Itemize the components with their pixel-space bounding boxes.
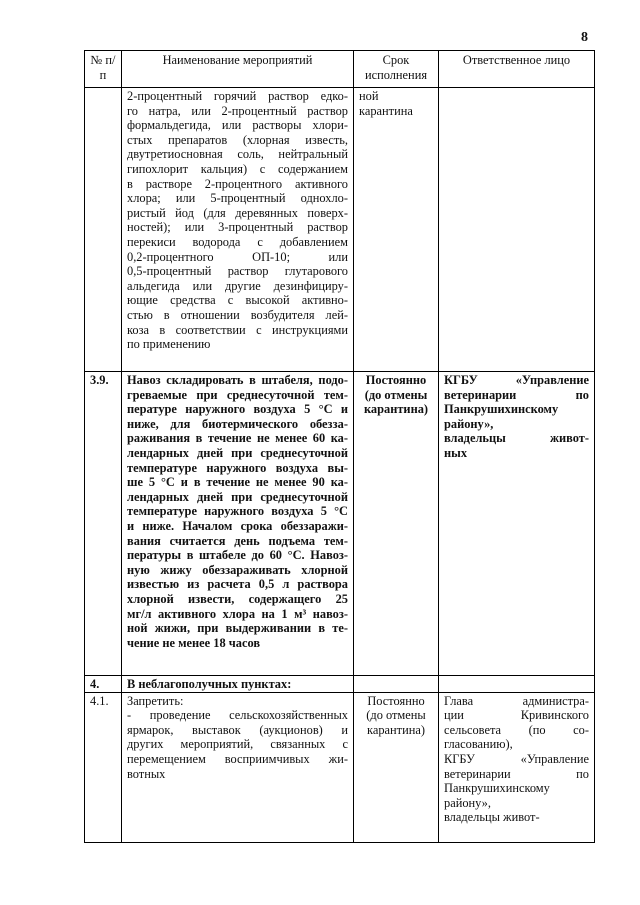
measure-name-line: вотных [127,766,166,781]
table-row [85,88,595,372]
measure-responsible-line: гласованию), [444,737,513,752]
measure-name-line: мг/л активного хлора на 1 м³ навоз- [127,606,348,621]
header-responsible: Ответственное лицо [439,51,595,88]
table-row [85,692,595,842]
measure-name-line: по применению [127,337,211,352]
measure-responsible-line: сельсовета (по со- [444,722,589,737]
measure-name-line: ярмарок, выставок (аукционов) и [127,722,348,737]
table-row [85,372,595,676]
measure-term-line: Постоянно [365,373,427,387]
measure-name-line: температуре наружного воздуха вы- [127,460,348,475]
measure-name-line: хлорной извести, содержащего 25 [127,591,348,606]
measure-name-line: 2-процентный горячий раствор едко- [127,89,348,103]
measure-name-line: греваемые при среднесуточной тем- [127,387,348,402]
measure-responsible [439,676,595,693]
measure-name-line: Запретить: [127,693,184,708]
measure-term-line: ной карантина [359,89,413,118]
measure-responsible-line: району», [444,416,494,431]
measure-responsible-line: КГБУ «Управление [444,373,589,387]
measure-name-line: стых препаратов (хлорная известь, [127,132,348,147]
measure-name-line: - проведение сельскохозяйственных [127,708,348,723]
measure-name-line: перемещением восприимчивых жи- [127,751,348,766]
measure-name [122,676,354,693]
measure-responsible-line: району», [444,795,491,810]
measure-name-line: и ниже. Началом срока обеззаражи- [127,518,348,533]
measure-name-line: Навоз складировать в штабеля, подо- [127,373,348,387]
measure-name-line: хлора; или 5-процентный однохло- [127,191,348,206]
measure-name-line: В неблагополучных пунктах: [127,677,292,691]
measure-term [354,88,439,372]
row-number: 3.9. [85,372,122,676]
row-number [85,88,122,372]
measure-responsible-line: Глава администра- [444,693,589,708]
measure-responsible-line: владельцы живот- [444,431,589,446]
measure-name-line: в растворе 2-процентного активного [127,176,348,191]
header-num: № п/п [85,51,122,88]
header-name: Наименование мероприятий [122,51,354,88]
measure-name-line: гипохлорит кальция) с содержанием [127,161,348,176]
measure-responsible-line: ции Кривинского [444,708,589,723]
measure-responsible-line: ветеринарии по [444,387,589,402]
row-number: 4. [85,676,122,693]
measure-name-line: других мероприятий, связанных с [127,737,348,752]
measure-term [354,372,439,676]
measure-responsible [439,372,595,676]
measure-term-line: карантина) [367,722,425,737]
measures-table [84,50,595,843]
measure-name-line: раживания в течение не менее 60 ка- [127,431,348,446]
measure-responsible-line: ных [444,445,468,460]
measure-name-line: двутретиосновная соль, нейтральный [127,147,348,162]
measure-responsible-line: владельцы живот- [444,810,540,825]
measure-responsible-line: ветеринарии по [444,766,589,781]
measure-name-line: температуре наружного воздуха 5 °С [127,504,348,519]
measure-name-line: 0,5-процентный раствор глутарового [127,264,348,279]
row-number: 4.1. [85,692,122,842]
measure-name-line: ностей); или 3-процентный раствор [127,220,348,235]
measure-responsible [439,692,595,842]
table-row [85,676,595,693]
measure-name [122,88,354,372]
measure-term-line: Постоянно [367,693,425,708]
measure-responsible-line: КГБУ «Управление [444,751,589,766]
measure-name-line: го натра, или 2-процентный раствор [127,103,348,118]
measure-name-line: коза в соответствии с инструкциями [127,322,348,337]
measure-term [354,676,439,693]
measure-name-line: ющие средства с высокой активно- [127,293,348,308]
header-term: Срок исполнения [354,51,439,88]
measure-name-line: альдегида или другие дезинфициру- [127,278,348,293]
measure-name [122,692,354,842]
measure-responsible [439,88,595,372]
measure-name-line: известью из расчета 0,5 л раствора [127,577,348,592]
measure-name-line: перекиси водорода с добавлением [127,234,348,249]
measure-responsible-line: Панкрушихинскому [444,402,559,417]
measure-name-line: ше 5 °С и в течение не менее 90 ка- [127,475,348,490]
measure-responsible-line: Панкрушихинскому [444,781,550,796]
measure-name-line: лендарных дней при среднесуточной [127,445,348,460]
measure-name-line: ристый йод (для деревянных поверх- [127,205,348,220]
measure-name-line: пературы в штабеле до 60 °С. Навоз- [127,548,348,563]
measure-term-line: (до отмены [364,387,428,402]
measure-name-line: пературе наружного воздуха 5 °С и [127,402,348,417]
measure-name-line: ной жижи, при выдерживании в те- [127,621,348,636]
measure-term [354,692,439,842]
measure-name-line: ниже, для биотермического обезза- [127,416,348,431]
measure-name-line: 0,2-процентного ОП-10; или [127,249,348,264]
measure-name-line: стью в отношении возбудителя лей- [127,307,348,322]
measure-name-line: вания считается день подъема тем- [127,533,348,548]
measure-name-line: лендарных дней при среднесуточной [127,489,348,504]
measure-term-line: (до отмены [366,708,426,723]
measure-name-line: чение не менее 18 часов [127,635,261,650]
page-number: 8 [581,30,588,45]
measure-name [122,372,354,676]
measure-name-line: формальдегида, или растворы хлори- [127,118,348,133]
measure-term-line: карантина) [363,402,429,417]
measure-name-line: ную жижу обеззараживать хлорной [127,562,348,577]
table-header-row [85,51,595,88]
